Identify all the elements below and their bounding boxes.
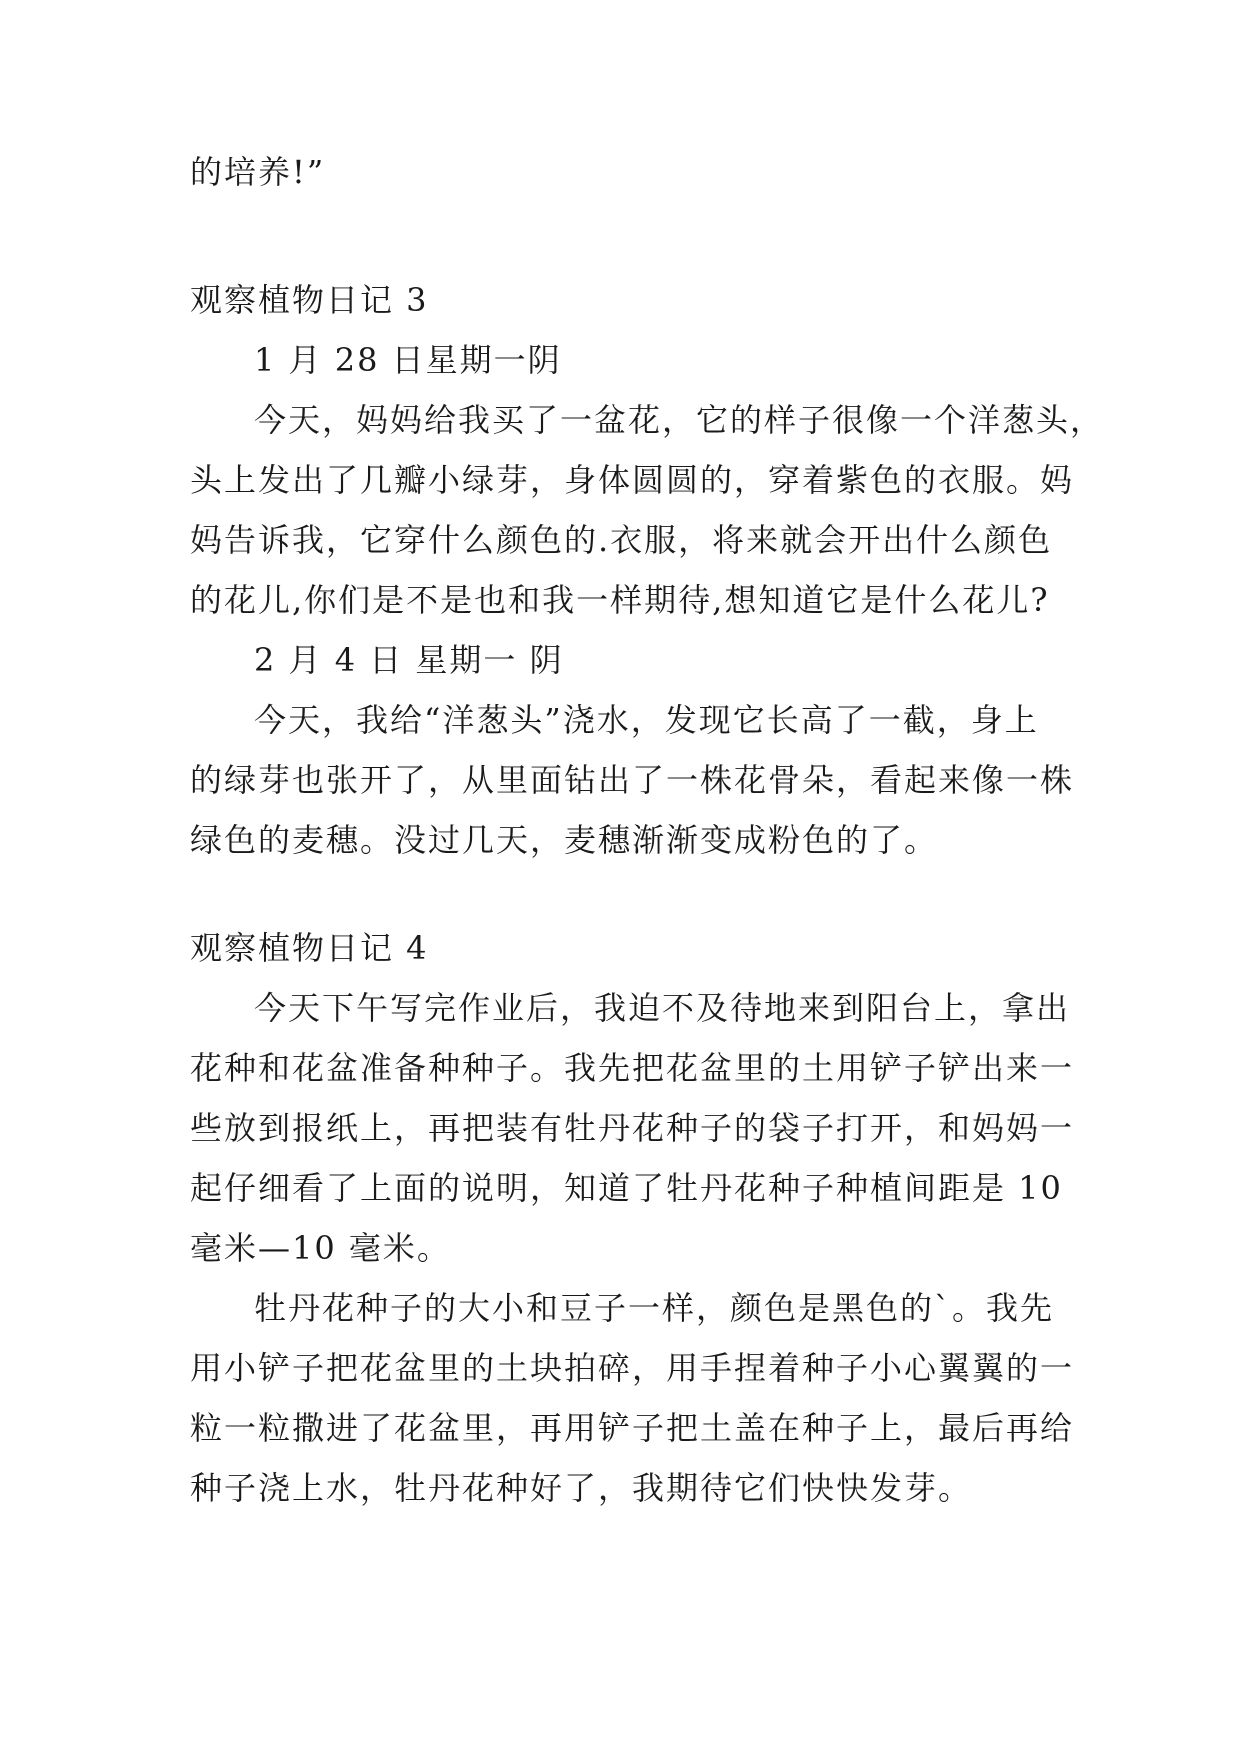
paragraph-line: 些放到报纸上，再把装有牡丹花种子的袋子打开，和妈妈一 [190, 1109, 1075, 1147]
paragraph-line: 粒一粒撒进了花盆里，再用铲子把土盖在种子上，最后再给 [190, 1409, 1075, 1447]
paragraph-line: 毫米—10 毫米。 [190, 1229, 451, 1267]
paragraph-line: 牡丹花种子的大小和豆子一样，颜色是黑色的`。我先 [254, 1289, 1055, 1327]
paragraph-line: 今天下午写完作业后，我迫不及待地来到阳台上，拿出 [254, 989, 1071, 1027]
paragraph-line: 的绿芽也张开了，从里面钻出了一株花骨朵，看起来像一株 [190, 761, 1075, 799]
paragraph-line: 绿色的麦穗。没过几天，麦穗渐渐变成粉色的了。 [190, 821, 939, 859]
paragraph-line: 种子浇上水，牡丹花种好了，我期待它们快快发芽。 [190, 1469, 973, 1507]
paragraph-line: 妈告诉我，它穿什么颜色的.衣服，将来就会开出什么颜色 [190, 521, 1053, 559]
diary-date: 1 月 28 日星期一阴 [254, 341, 562, 379]
paragraph-line: 今天，妈妈给我买了一盆花，它的样子很像一个洋葱头， [254, 401, 1105, 439]
diary-date: 2 月 4 日 星期一 阴 [254, 641, 564, 679]
paragraph-line: 花种和花盆准备种种子。我先把花盆里的土用铲子铲出来一 [190, 1049, 1075, 1087]
section-heading: 观察植物日记 3 [190, 281, 429, 319]
paragraph-line: 今天，我给“洋葱头”浇水，发现它长高了一截，身上 [254, 701, 1039, 739]
paragraph-line: 用小铲子把花盆里的土块拍碎，用手捏着种子小心翼翼的一 [190, 1349, 1075, 1387]
section-heading: 观察植物日记 4 [190, 929, 429, 967]
text-line: 的培养!” [190, 153, 326, 191]
paragraph-line: 的花儿,你们是不是也和我一样期待,想知道它是什么花儿? [190, 581, 1050, 619]
paragraph-line: 起仔细看了上面的说明，知道了牡丹花种子种植间距是 10 [190, 1169, 1063, 1207]
paragraph-line: 头上发出了几瓣小绿芽，身体圆圆的，穿着紫色的衣服。妈 [190, 461, 1075, 499]
